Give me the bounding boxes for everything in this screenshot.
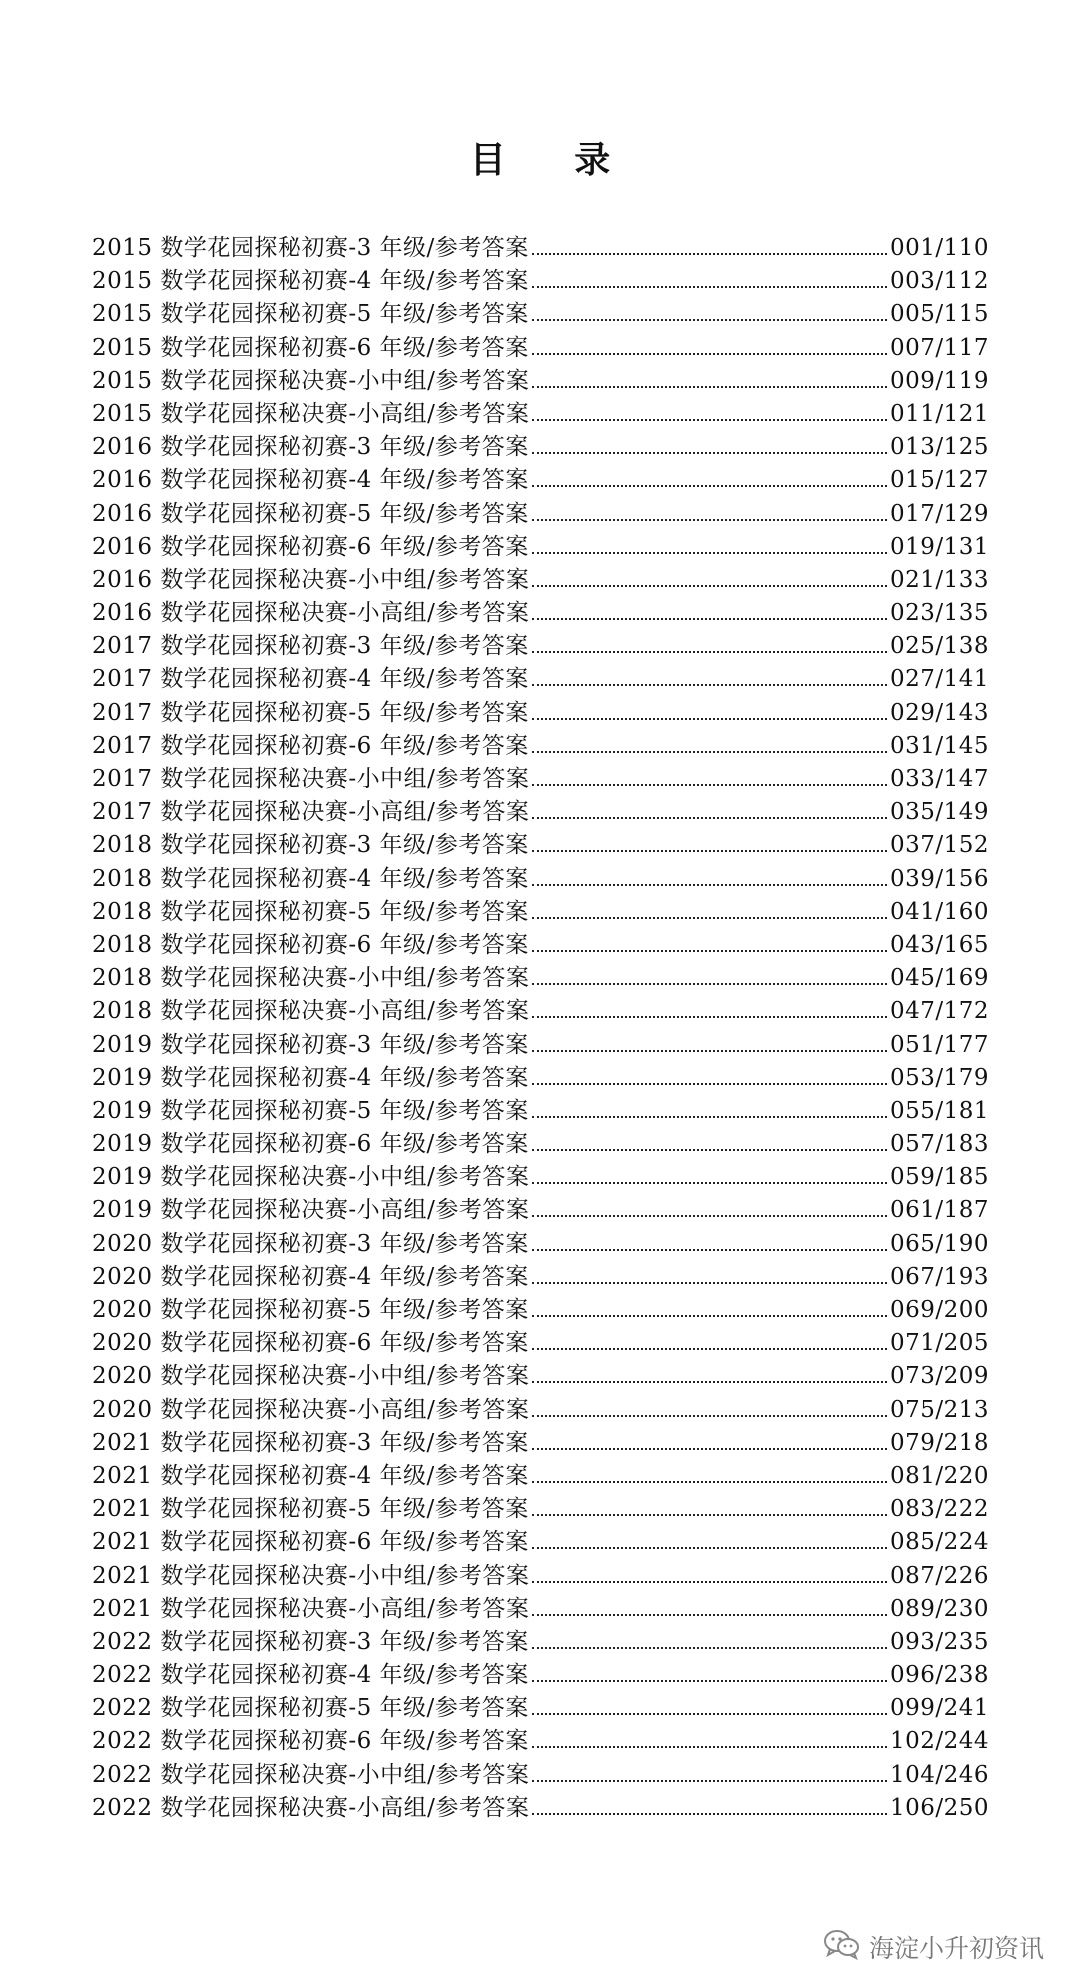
toc-entry-pages: 031/145 <box>889 732 989 759</box>
toc-entry-pages: 085/224 <box>889 1529 989 1556</box>
toc-entry-title: 2022 数学花园探秘初赛-6 年级/参考答案 <box>92 1728 529 1755</box>
dot-leader <box>532 1315 887 1317</box>
toc-entry <box>92 431 989 464</box>
toc-entry <box>92 962 989 995</box>
toc-entry-pages: 102/244 <box>889 1728 989 1755</box>
toc-entry-pages: 081/220 <box>889 1462 989 1489</box>
toc-entry-title: 2021 数学花园探秘初赛-6 年级/参考答案 <box>92 1529 529 1556</box>
toc-entry-title: 2018 数学花园探秘初赛-3 年级/参考答案 <box>92 832 529 859</box>
dot-leader <box>532 1647 887 1649</box>
toc-entry-title: 2015 数学花园探秘初赛-5 年级/参考答案 <box>92 301 529 328</box>
toc-entry-pages: 096/238 <box>889 1662 989 1689</box>
dot-leader <box>532 1448 887 1450</box>
toc-entry-pages: 079/218 <box>889 1429 989 1456</box>
toc-entry-title: 2015 数学花园探秘初赛-4 年级/参考答案 <box>92 268 529 295</box>
dot-leader <box>532 1016 887 1018</box>
toc-entry-title: 2017 数学花园探秘初赛-6 年级/参考答案 <box>92 732 529 759</box>
toc-entry <box>92 896 989 929</box>
dot-leader <box>532 1514 887 1516</box>
toc-entry-title: 2021 数学花园探秘初赛-4 年级/参考答案 <box>92 1462 529 1489</box>
toc-entry-title: 2021 数学花园探秘初赛-5 年级/参考答案 <box>92 1496 529 1523</box>
toc-entry <box>92 564 989 597</box>
dot-leader <box>532 1713 887 1715</box>
dot-leader <box>532 452 887 454</box>
toc-entry-pages: 047/172 <box>889 998 989 1025</box>
toc-entry-pages: 045/169 <box>889 965 989 992</box>
toc-entry <box>92 697 989 730</box>
toc-entry <box>92 1460 989 1493</box>
toc-entry <box>92 1526 989 1559</box>
toc-entry-pages: 104/246 <box>889 1761 989 1788</box>
toc-entry-title: 2015 数学花园探秘初赛-6 年级/参考答案 <box>92 334 529 361</box>
toc-entry-pages: 015/127 <box>889 467 989 494</box>
toc-entry-title: 2016 数学花园探秘初赛-6 年级/参考答案 <box>92 533 529 560</box>
toc-entry-title: 2019 数学花园探秘初赛-6 年级/参考答案 <box>92 1131 529 1158</box>
dot-leader <box>532 419 887 421</box>
toc-entry <box>92 1327 989 1360</box>
toc-entry-pages: 051/177 <box>889 1031 989 1058</box>
toc-entry <box>92 730 989 763</box>
dot-leader <box>532 1813 887 1815</box>
toc-entry-title: 2020 数学花园探秘决赛-小中组/参考答案 <box>92 1363 530 1390</box>
toc-entry <box>92 1493 989 1526</box>
dot-leader <box>532 1116 887 1118</box>
toc-entry-title: 2021 数学花园探秘初赛-3 年级/参考答案 <box>92 1429 529 1456</box>
toc-entry <box>92 1360 989 1393</box>
toc-entry-title: 2021 数学花园探秘决赛-小高组/参考答案 <box>92 1595 530 1622</box>
toc-entry <box>92 1228 989 1261</box>
toc-entry-pages: 073/209 <box>889 1363 989 1390</box>
dot-leader <box>532 253 887 255</box>
dot-leader <box>532 1249 887 1251</box>
toc-entry-title: 2017 数学花园探秘初赛-4 年级/参考答案 <box>92 666 529 693</box>
toc-entry-pages: 025/138 <box>889 633 989 660</box>
toc-entry-pages: 069/200 <box>889 1297 989 1323</box>
toc-entry-pages: 007/117 <box>889 334 989 361</box>
table-of-contents <box>92 232 989 1825</box>
toc-entry <box>92 1394 989 1427</box>
dot-leader <box>532 519 887 521</box>
dot-leader <box>532 1083 887 1085</box>
dot-leader <box>532 1581 887 1583</box>
toc-entry-title: 2020 数学花园探秘初赛-4 年级/参考答案 <box>92 1263 529 1290</box>
toc-entry-title: 2015 数学花园探秘决赛-小高组/参考答案 <box>92 400 530 427</box>
toc-entry-pages: 089/230 <box>889 1595 989 1622</box>
dot-leader <box>532 1282 887 1284</box>
toc-entry <box>92 1029 989 1062</box>
dot-leader <box>532 784 887 786</box>
dot-leader <box>532 1182 887 1184</box>
toc-entry <box>92 1659 989 1692</box>
toc-entry-title: 2018 数学花园探秘决赛-小高组/参考答案 <box>92 998 530 1025</box>
dot-leader <box>532 386 887 388</box>
toc-entry <box>92 265 989 298</box>
toc-entry-pages: 061/187 <box>889 1197 989 1224</box>
dot-leader <box>532 1215 887 1217</box>
dot-leader <box>532 1547 887 1549</box>
toc-entry-pages: 021/133 <box>889 566 989 593</box>
toc-entry-title: 2019 数学花园探秘决赛-小中组/参考答案 <box>92 1164 530 1191</box>
toc-entry <box>92 1560 989 1593</box>
toc-entry-pages: 057/183 <box>889 1131 989 1158</box>
toc-entry-pages: 037/152 <box>889 832 989 859</box>
dot-leader <box>532 983 887 985</box>
toc-entry-title: 2016 数学花园探秘初赛-4 年级/参考答案 <box>92 467 529 494</box>
toc-entry <box>92 663 989 696</box>
toc-entry <box>92 1427 989 1460</box>
toc-entry-title: 2020 数学花园探秘决赛-小高组/参考答案 <box>92 1396 530 1423</box>
toc-entry-pages: 011/121 <box>889 400 989 427</box>
toc-entry-title: 2018 数学花园探秘初赛-6 年级/参考答案 <box>92 931 529 958</box>
dot-leader <box>532 618 887 620</box>
toc-entry-title: 2018 数学花园探秘初赛-5 年级/参考答案 <box>92 898 529 925</box>
toc-entry <box>92 929 989 962</box>
toc-entry-title: 2018 数学花园探秘初赛-4 年级/参考答案 <box>92 865 529 892</box>
toc-entry-title: 2017 数学花园探秘初赛-3 年级/参考答案 <box>92 633 529 660</box>
toc-entry-pages: 099/241 <box>889 1695 989 1722</box>
toc-entry-title: 2017 数学花园探秘初赛-5 年级/参考答案 <box>92 699 529 726</box>
toc-entry-title: 2015 数学花园探秘决赛-小中组/参考答案 <box>92 367 530 394</box>
dot-leader <box>532 1481 887 1483</box>
toc-entry-pages: 083/222 <box>889 1496 989 1523</box>
toc-entry-pages: 009/119 <box>889 367 989 394</box>
toc-entry <box>92 763 989 796</box>
toc-entry-pages: 023/135 <box>889 600 989 627</box>
dot-leader <box>532 1746 887 1748</box>
toc-entry-pages: 059/185 <box>889 1164 989 1191</box>
toc-entry <box>92 796 989 829</box>
toc-entry <box>92 464 989 497</box>
watermark-text: 海淀小升初资讯 <box>868 1934 1044 1963</box>
toc-entry <box>92 1759 989 1792</box>
toc-entry <box>92 995 989 1028</box>
toc-entry <box>92 298 989 331</box>
toc-entry <box>92 863 989 896</box>
watermark <box>823 1928 1044 1966</box>
toc-entry-pages: 005/115 <box>889 301 989 328</box>
dot-leader <box>532 850 887 852</box>
toc-entry <box>92 1062 989 1095</box>
dot-leader <box>532 950 887 952</box>
toc-entry-title: 2020 数学花园探秘初赛-3 年级/参考答案 <box>92 1230 529 1257</box>
toc-entry-title: 2016 数学花园探秘决赛-小高组/参考答案 <box>92 600 530 627</box>
toc-entry-pages: 027/141 <box>889 666 989 693</box>
toc-entry-title: 2022 数学花园探秘决赛-小高组/参考答案 <box>92 1794 530 1821</box>
toc-entry-title: 2016 数学花园探秘决赛-小中组/参考答案 <box>92 566 530 593</box>
dot-leader <box>532 718 887 720</box>
dot-leader <box>532 1780 887 1782</box>
toc-entry <box>92 1692 989 1725</box>
toc-entry-title: 2017 数学花园探秘决赛-小高组/参考答案 <box>92 799 530 826</box>
toc-entry-title: 2022 数学花园探秘初赛-4 年级/参考答案 <box>92 1662 529 1689</box>
dot-leader <box>532 884 887 886</box>
dot-leader <box>532 651 887 653</box>
dot-leader <box>532 1415 887 1417</box>
toc-entry-pages: 067/193 <box>889 1263 989 1290</box>
toc-entry <box>92 232 989 265</box>
dot-leader <box>532 552 887 554</box>
toc-entry-pages: 003/112 <box>889 268 989 295</box>
toc-entry-pages: 033/147 <box>889 766 989 792</box>
toc-entry <box>92 1194 989 1227</box>
wechat-icon <box>823 1928 861 1966</box>
toc-entry-pages: 055/181 <box>889 1097 989 1124</box>
toc-entry-pages: 019/131 <box>889 533 989 560</box>
toc-entry <box>92 1725 989 1758</box>
toc-entry <box>92 365 989 398</box>
toc-entry-title: 2019 数学花园探秘初赛-3 年级/参考答案 <box>92 1031 529 1058</box>
dot-leader <box>532 817 887 819</box>
toc-entry-pages: 053/179 <box>889 1064 989 1091</box>
toc-entry-pages: 075/213 <box>889 1396 989 1423</box>
toc-entry-pages: 029/143 <box>889 699 989 726</box>
toc-entry-pages: 041/160 <box>889 898 989 925</box>
toc-entry <box>92 1161 989 1194</box>
toc-entry-title: 2016 数学花园探秘初赛-5 年级/参考答案 <box>92 500 529 527</box>
toc-entry-pages: 039/156 <box>889 865 989 892</box>
toc-entry-title: 2019 数学花园探秘初赛-4 年级/参考答案 <box>92 1064 529 1091</box>
toc-entry <box>92 1095 989 1128</box>
toc-entry-title: 2020 数学花园探秘初赛-5 年级/参考答案 <box>92 1297 529 1323</box>
toc-entry <box>92 1626 989 1659</box>
toc-entry <box>92 1593 989 1626</box>
toc-entry <box>92 1261 989 1294</box>
toc-entry-title: 2022 数学花园探秘决赛-小中组/参考答案 <box>92 1761 530 1788</box>
toc-entry-pages: 013/125 <box>889 434 989 461</box>
toc-entry-title: 2019 数学花园探秘初赛-5 年级/参考答案 <box>92 1097 529 1124</box>
page-title: 目 录 <box>469 140 639 181</box>
dot-leader <box>532 286 887 288</box>
dot-leader <box>532 585 887 587</box>
dot-leader <box>532 1680 887 1682</box>
dot-leader <box>532 485 887 487</box>
dot-leader <box>532 1614 887 1616</box>
dot-leader <box>532 353 887 355</box>
dot-leader <box>532 1348 887 1350</box>
toc-entry-title: 2016 数学花园探秘初赛-3 年级/参考答案 <box>92 434 529 461</box>
toc-entry-pages: 017/129 <box>889 500 989 527</box>
toc-entry-pages: 071/205 <box>889 1330 989 1357</box>
toc-entry <box>92 829 989 862</box>
toc-entry-pages: 043/165 <box>889 931 989 958</box>
dot-leader <box>532 917 887 919</box>
dot-leader <box>532 751 887 753</box>
toc-entry-title: 2020 数学花园探秘初赛-6 年级/参考答案 <box>92 1330 529 1357</box>
toc-entry-title: 2022 数学花园探秘初赛-3 年级/参考答案 <box>92 1628 529 1655</box>
toc-entry <box>92 398 989 431</box>
toc-entry-pages: 065/190 <box>889 1230 989 1257</box>
dot-leader <box>532 319 887 321</box>
toc-entry <box>92 1792 989 1825</box>
toc-entry-title: 2021 数学花园探秘决赛-小中组/参考答案 <box>92 1562 530 1589</box>
toc-entry <box>92 1128 989 1161</box>
toc-entry <box>92 531 989 564</box>
dot-leader <box>532 1149 887 1151</box>
toc-entry <box>92 1294 989 1327</box>
toc-entry-pages: 087/226 <box>889 1562 989 1589</box>
toc-entry <box>92 597 989 630</box>
toc-entry-title: 2015 数学花园探秘初赛-3 年级/参考答案 <box>92 235 529 261</box>
dot-leader <box>532 1381 887 1383</box>
toc-entry <box>92 332 989 365</box>
toc-entry-title: 2018 数学花园探秘决赛-小中组/参考答案 <box>92 965 530 992</box>
toc-entry-pages: 001/110 <box>889 235 989 261</box>
toc-entry-pages: 035/149 <box>889 799 989 826</box>
toc-entry-pages: 093/235 <box>889 1628 989 1655</box>
toc-entry <box>92 630 989 663</box>
toc-entry-title: 2017 数学花园探秘决赛-小中组/参考答案 <box>92 766 530 792</box>
toc-entry-title: 2022 数学花园探秘初赛-5 年级/参考答案 <box>92 1695 529 1722</box>
toc-entry-title: 2019 数学花园探秘决赛-小高组/参考答案 <box>92 1197 530 1224</box>
toc-entry <box>92 498 989 531</box>
dot-leader <box>532 1050 887 1052</box>
toc-entry-pages: 106/250 <box>889 1794 989 1821</box>
dot-leader <box>532 684 887 686</box>
